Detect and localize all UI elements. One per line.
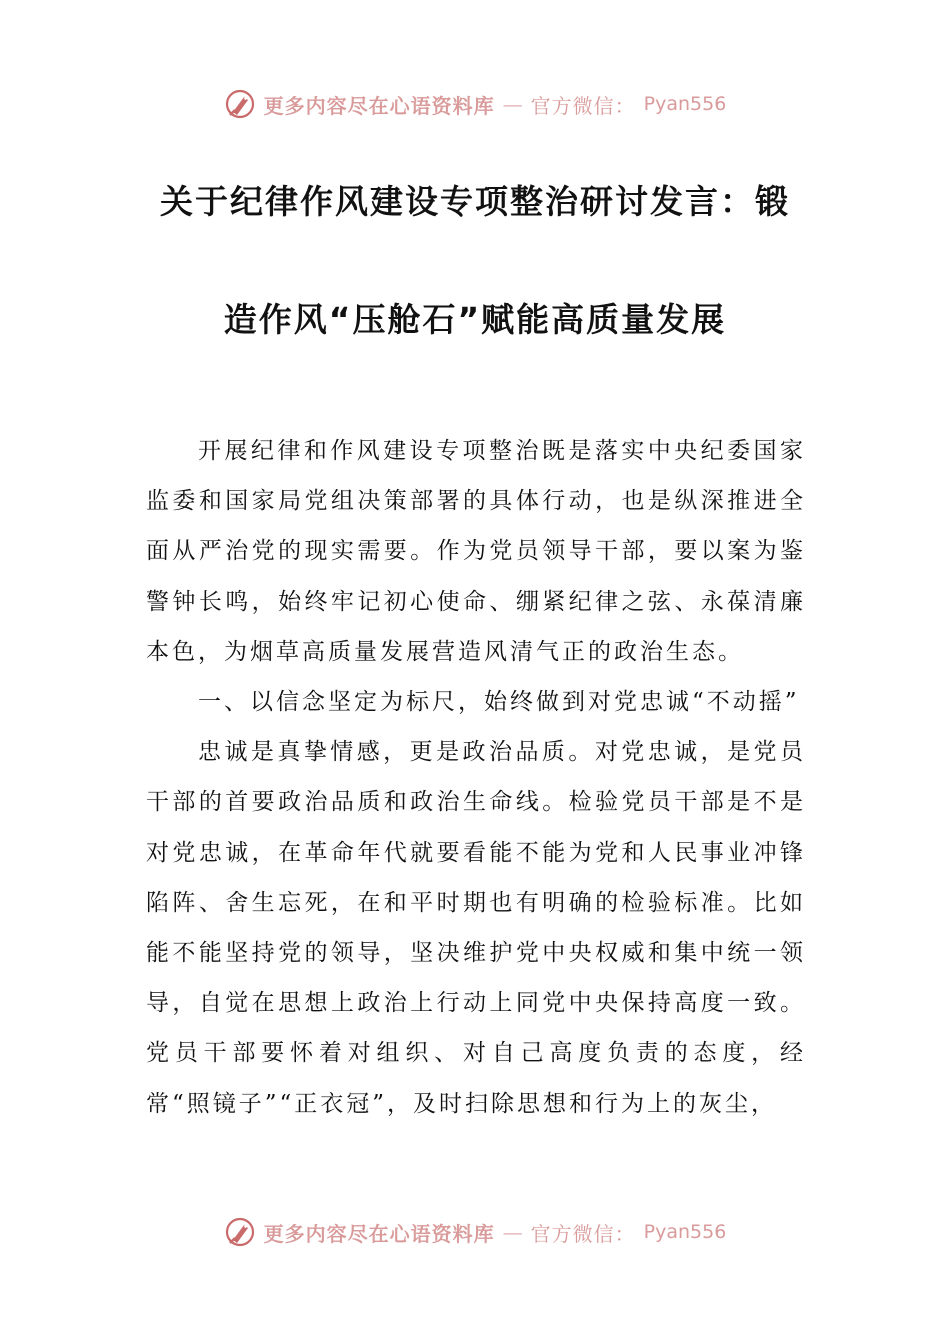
watermark-separator: — — [502, 92, 523, 116]
header-watermark — [0, 84, 950, 124]
watermark-wechat-id: Pyan556 — [643, 93, 727, 115]
watermark-separator: — — [502, 1220, 523, 1244]
body-paragraph: 忠诚是真挚情感，更是政治品质。对党忠诚，是党员干部的首要政治品质和政治生命线。检验党员干部是不是对党忠诚，在革命年代就要看能不能为党和人民事业冲锋陷阵、舍生忘死，在和平时期也有明确的检验标准。比如能不能坚持党的领导，坚决维护党中央权威和集中统一领导，自觉在思想上政治上行动上同党中央保持高度一致。党员干部要怀着对组织、对自己高度负责的态度，经常“照镜子”“正衣冠”，及时扫除思想和行为上的灰尘， — [146, 739, 806, 1117]
document-title-line-1: 关于纪律作风建设专项整治研讨发言：锻 — [160, 182, 790, 221]
footer-watermark — [0, 1212, 950, 1252]
pen-nib-circle-icon — [224, 1216, 256, 1248]
pen-nib-circle-icon — [224, 88, 256, 120]
watermark-wechat-id: Pyan556 — [643, 1221, 727, 1243]
watermark-main-text: 更多内容尽在心语资料库 — [263, 93, 495, 118]
intro-paragraph: 开展纪律和作风建设专项整治既是落实中央纪委国家监委和国家局党组决策部署的具体行动，也是纵深推进全面从严治党的现实需要。作为党员领导干部，要以案为鉴警钟长鸣，始终牢记初心使命、绷紧纪律之弦、永葆清廉本色，为烟草高质量发展营造风清气正的政治生态。 — [146, 438, 806, 665]
watermark-main-text: 更多内容尽在心语资料库 — [263, 1221, 495, 1246]
watermark-wechat-label: 官方微信： — [530, 1221, 636, 1246]
section-heading: 一、以信念坚定为标尺，始终做到对党忠诚“不动摇” — [198, 689, 800, 716]
watermark-wechat-label: 官方微信： — [530, 93, 636, 118]
document-title-line-2: 造作风“压舱石”赋能高质量发展 — [223, 300, 727, 339]
document-body — [146, 426, 806, 1129]
